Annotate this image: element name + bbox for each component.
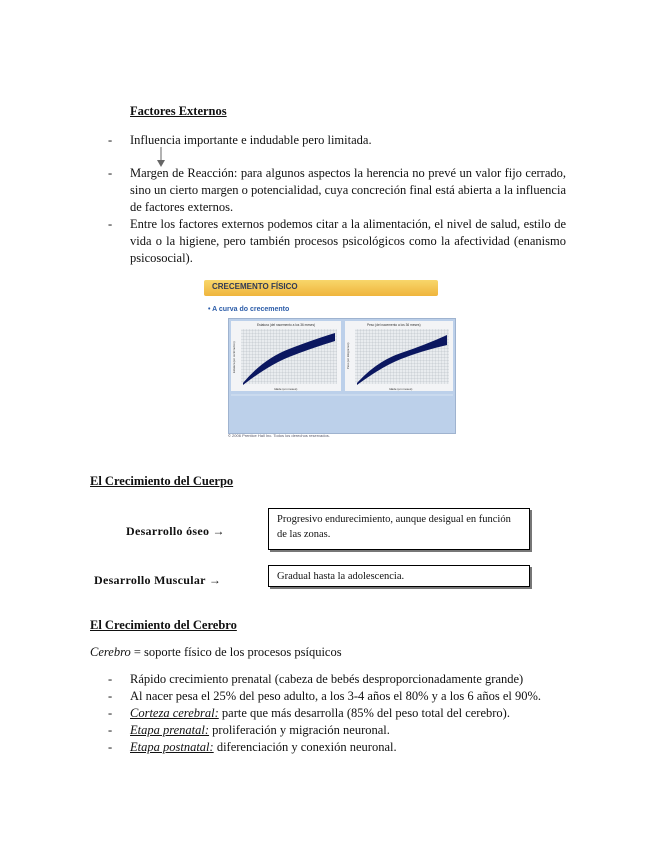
chart-left-xlabel: Idade (en meses) (274, 387, 298, 391)
list-item: - Influencia importante e indudable pero limitada. (108, 132, 566, 150)
figure-banner-title: CRECEMENTO FÍSICO (212, 282, 298, 291)
bullet-term: Corteza cerebral: (130, 706, 219, 720)
bullet-text: Entre los factores externos podemos citar a la alimentación, el nivel de salud, estilo de vida o la higiene, pero también procesos psicológicos como la afectividad (enanismo psicosocial). (130, 217, 566, 265)
bullet-text: Margen de Reacción: para algunos aspectos la herencia no prevé un valor fijo cerrado, sino un cierto margen o potencialidad, cuya concreción final está abierta a la influencia de factores externos. (130, 166, 566, 214)
bullet-text: proliferación y migración neuronal. (209, 723, 390, 737)
chart-right-xlabel: Idade (en meses) (389, 387, 413, 391)
chart-right-ylabel: Peso (en kilogramos) (346, 342, 350, 369)
chart-right-title: Peso (del nacemento a los 36 meses) (367, 323, 421, 327)
list-item: - Etapa postnatal: diferenciación y conexión neuronal. (108, 740, 397, 754)
growth-charts (229, 319, 455, 433)
heading-factores-externos: Factores Externos (130, 104, 227, 118)
box-muscular-text: Gradual hasta la adolescencia. (277, 571, 405, 582)
arrow-down-icon (157, 147, 165, 167)
box-desarrollo-muscular (268, 565, 530, 587)
bullet-text: parte que más desarrolla (85% del peso total del cerebro). (218, 706, 510, 720)
figure-panel (228, 318, 456, 434)
cerebro-term: Cerebro (90, 645, 131, 659)
heading-crecimiento-cuerpo: El Crecimiento del Cuerpo (90, 474, 234, 488)
figure-banner (204, 280, 438, 296)
list-item: - Margen de Reacción: para algunos aspectos la herencia no prevé un valor fijo cerrado, sino un cierto margen o potencialidad, cuya concreción final está abierta a la influencia de factores externos. (108, 166, 566, 214)
list-item: - Corteza cerebral: parte que más desarrolla (85% del peso total del cerebro). (108, 706, 510, 720)
chart-left-ylabel: Estatura (en centímetros) (232, 341, 236, 373)
figure-subtitle: • A curva do crecemento (208, 306, 290, 313)
list-item: - Al nacer pesa el 25% del peso adulto, a los 3-4 años el 80% y a los 6 años el 90%. (108, 689, 542, 703)
list-item: - Entre los factores externos podemos citar a la alimentación, el nivel de salud, estilo de vida o la higiene, pero también procesos psicológicos como la afectividad (enanismo psicosocial). (108, 217, 566, 265)
box-oseo-text: Progresivo endurecimiento, aunque desigual en función de las zonas. (277, 514, 511, 540)
chart-left-title: Estatura (del nacemento a los 36 meses) (257, 323, 316, 327)
box-desarrollo-oseo (268, 508, 530, 550)
bullet-text: Rápido crecimiento prenatal (cabeza de bebés desproporcionadamente grande) (130, 672, 524, 686)
heading-crecimiento-cerebro: El Crecimiento del Cerebro (90, 618, 237, 632)
list-item: - Etapa prenatal: proliferación y migración neuronal. (108, 723, 390, 737)
bullet-term: Etapa postnatal: (130, 740, 214, 754)
label-desarrollo-muscular: Desarrollo Muscular → (94, 573, 222, 587)
bullet-term: Etapa prenatal: (130, 723, 210, 737)
bullet-text: Al nacer pesa el 25% del peso adulto, a los 3-4 años el 80% y a los 6 años el 90%. (130, 689, 542, 703)
growth-curve-figure (200, 278, 452, 441)
label-desarrollo-oseo: Desarrollo óseo → (126, 524, 225, 538)
bullet-text: Influencia importante e indudable pero limitada. (130, 133, 372, 147)
cerebro-definition-text: = soporte físico de los procesos psíquicos (130, 645, 342, 659)
list-item: - Rápido crecimiento prenatal (cabeza de bebés desproporcionadamente grande) (108, 672, 524, 686)
figure-copyright: © 2006 Prentice Hall Inc. Todos los derechos reservados. (228, 433, 330, 438)
bullet-text: diferenciación y conexión neuronal. (213, 740, 397, 754)
cerebro-definition (90, 645, 342, 660)
